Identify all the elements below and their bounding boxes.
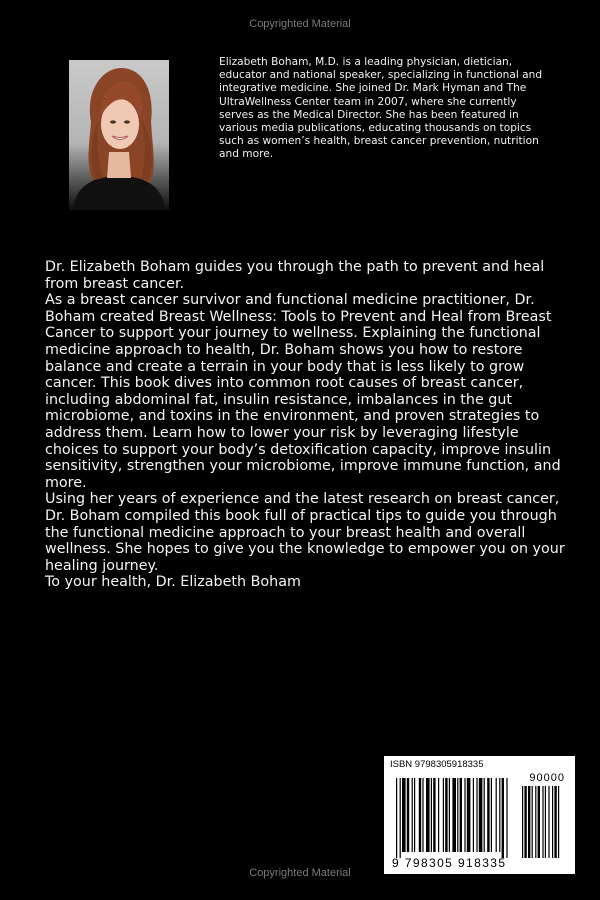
barcode-bar bbox=[431, 778, 432, 852]
barcode-bar bbox=[457, 778, 458, 852]
barcode-bar bbox=[502, 778, 504, 858]
barcode-bar bbox=[433, 778, 435, 852]
copyright-watermark-bottom: Copyrighted Material bbox=[249, 867, 351, 879]
barcode-digits: 9 798305 918335 bbox=[392, 856, 507, 870]
barcode-addon-bar bbox=[558, 786, 559, 858]
description-paragraph: Dr. Elizabeth Boham guides you through the path to prevent and heal from breast cancer. bbox=[45, 259, 545, 292]
barcode-addon-bar bbox=[545, 786, 546, 858]
barcode-bar bbox=[419, 778, 421, 852]
barcode-addon-bar bbox=[552, 786, 553, 858]
isbn-label: ISBN 9798305918335 bbox=[390, 759, 484, 770]
barcode-bar bbox=[506, 778, 507, 858]
barcode-addon-bar bbox=[532, 786, 533, 858]
barcode-bar bbox=[467, 778, 471, 852]
barcode-bar bbox=[426, 778, 430, 852]
barcode-bar bbox=[412, 778, 413, 852]
barcode-bar bbox=[422, 778, 423, 852]
barcode-bar bbox=[476, 778, 477, 852]
barcode-bar bbox=[407, 778, 409, 852]
barcode-bar bbox=[402, 778, 406, 852]
barcode-addon-bar bbox=[528, 786, 530, 858]
description-paragraph: As a breast cancer survivor and functional medicine practitioner, Dr. Boham created Breast Wellness: Tools to Prevent and Heal from Breast Cancer to support your journey to wellness. Explaining the functional medicine approach to health, Dr. Boham shows you how to restore balance and create a terrain in your body that is less likely to grow cancer. This book dives into common root causes of breast cancer, including abdominal fat, insulin resistance, imbalances in the gut microbiome, and toxins in the environment, and proven strategies to address them. Learn how to lower your risk by leveraging lifestyle choices to support your body’s detoxification capacity, improve insulin sensitivity, strengthen your microbiome, improve immune function, and more. bbox=[45, 292, 561, 491]
barcode-bars bbox=[396, 772, 566, 858]
barcode-addon-bar bbox=[542, 786, 543, 858]
barcode-bar bbox=[445, 778, 447, 852]
barcode-bar bbox=[449, 778, 450, 852]
barcode-bar bbox=[484, 778, 485, 852]
barcode-addon-bar bbox=[538, 786, 540, 858]
barcode-bar bbox=[464, 778, 465, 852]
isbn-barcode bbox=[384, 756, 575, 874]
barcode-addon-bar bbox=[524, 786, 526, 858]
barcode-bar bbox=[452, 778, 456, 852]
barcode-bar bbox=[443, 778, 444, 852]
barcode-addon-bar bbox=[548, 786, 549, 858]
description-signoff: To your health, Dr. Elizabeth Boham bbox=[45, 574, 301, 591]
barcode-bar bbox=[487, 778, 489, 852]
description-paragraph: Using her years of experience and the latest research on breast cancer, Dr. Boham compiled this book full of practical tips to guide you through the functional medicine approach to your breast health and overall wellness. She hopes to give you the knowledge to empower you on your healing journey. bbox=[45, 491, 565, 574]
copyright-watermark-top: Copyrighted Material bbox=[249, 18, 351, 30]
barcode-bar bbox=[479, 778, 483, 852]
author-bio: Elizabeth Boham, M.D. is a leading physician, dietician, educator and national speaker, specializing in functional and integrative medicine. She joined Dr. Mark Hyman and The UltraWellness Center team in 2007, where she currently serves as the Medical Director. She has been featured in various media publications, educating thousands on topics such as women’s health, breast cancer prevention, nutrition and more. bbox=[219, 56, 543, 161]
barcode-bar bbox=[499, 778, 500, 852]
barcode-bar bbox=[473, 778, 474, 852]
barcode-bar bbox=[491, 778, 492, 852]
book-description bbox=[45, 259, 565, 591]
barcode-bar bbox=[496, 778, 497, 852]
barcode-addon-bar bbox=[522, 786, 523, 858]
barcode-bar bbox=[396, 778, 397, 858]
barcode-addon-bar bbox=[554, 786, 556, 858]
barcode-bar bbox=[400, 778, 401, 858]
barcode-addon-bar bbox=[535, 786, 536, 858]
barcode-bar bbox=[460, 778, 462, 852]
price-code: 90000 bbox=[529, 772, 565, 784]
author-photo bbox=[69, 60, 169, 210]
barcode-bar bbox=[414, 778, 415, 852]
barcode-bar bbox=[438, 778, 439, 852]
